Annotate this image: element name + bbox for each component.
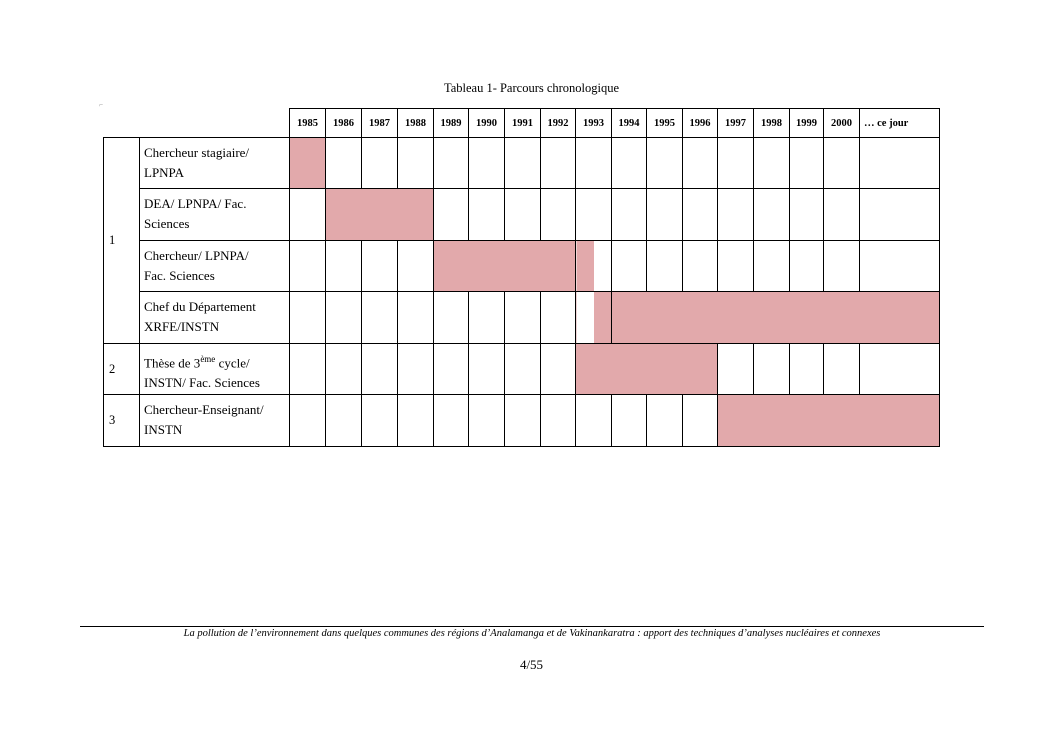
role-label: Chercheur stagiaire/ LPNPA xyxy=(140,138,290,189)
year-header: 2000 xyxy=(824,109,860,138)
year-header: 1997 xyxy=(718,109,754,138)
header-blank xyxy=(104,109,290,138)
chronology-table xyxy=(103,108,940,447)
year-header: … ce jour xyxy=(860,109,940,138)
year-header: 1994 xyxy=(612,109,647,138)
period-bar xyxy=(718,395,940,447)
year-header: 1985 xyxy=(290,109,326,138)
period-bar xyxy=(576,344,718,395)
table-anchor-mark: ⌐ xyxy=(99,101,103,109)
role-label: Thèse de 3ème cycle/ INSTN/ Fac. Sciences xyxy=(140,344,290,395)
table-caption: Tableau 1- Parcours chronologique xyxy=(443,81,620,95)
year-header: 1987 xyxy=(362,109,398,138)
year-header: 1999 xyxy=(790,109,824,138)
group-label: 1 xyxy=(104,138,140,344)
table-row xyxy=(104,292,940,344)
period-bar xyxy=(612,292,940,344)
table-row xyxy=(104,344,940,395)
year-header: 1986 xyxy=(326,109,362,138)
table-row xyxy=(104,138,940,189)
year-header-row xyxy=(104,109,940,138)
year-header: 1993 xyxy=(576,109,612,138)
year-header: 1998 xyxy=(754,109,790,138)
year-header: 1991 xyxy=(505,109,541,138)
role-label: DEA/ LPNPA/ Fac. Sciences xyxy=(140,189,290,241)
group-label: 3 xyxy=(104,395,140,447)
role-label: Chercheur-Enseignant/ INSTN xyxy=(140,395,290,447)
year-header: 1996 xyxy=(683,109,718,138)
table-row xyxy=(104,241,940,292)
year-header: 1990 xyxy=(469,109,505,138)
table-row xyxy=(104,189,940,241)
period-bar xyxy=(434,241,576,292)
group-label: 2 xyxy=(104,344,140,395)
year-header: 1995 xyxy=(647,109,683,138)
role-label: Chef du Département XRFE/INSTN xyxy=(140,292,290,344)
period-bar-end xyxy=(576,241,612,292)
table-row xyxy=(104,395,940,447)
period-bar xyxy=(290,138,326,189)
footer-divider xyxy=(80,626,984,627)
year-header: 1988 xyxy=(398,109,434,138)
role-label: Chercheur/ LPNPA/ Fac. Sciences xyxy=(140,241,290,292)
year-header: 1989 xyxy=(434,109,469,138)
year-header: 1992 xyxy=(541,109,576,138)
page-number: 4/55 xyxy=(519,657,544,672)
running-footer: La pollution de l’environnement dans quelques communes des régions d’Analamanga et de Vakinankaratra : apport des techniques d’analyses nucléaires et connexes xyxy=(183,628,881,639)
period-bar xyxy=(326,189,434,241)
period-bar-start xyxy=(576,292,612,344)
